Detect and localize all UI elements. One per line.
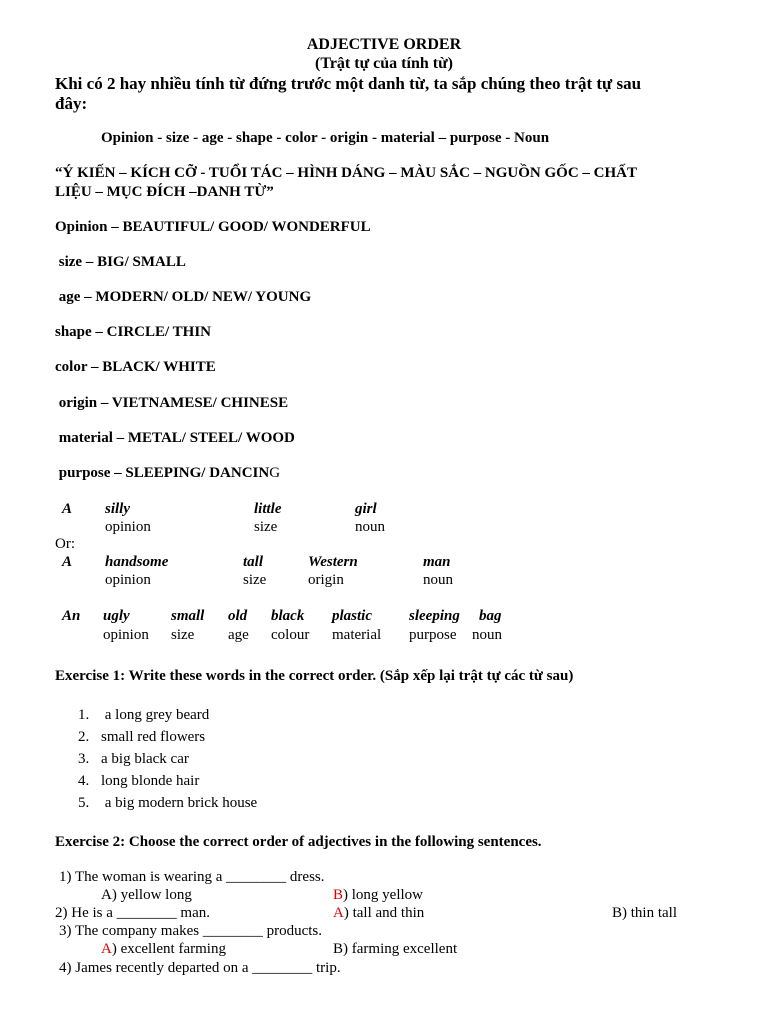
example3-word: bag: [479, 608, 502, 624]
q2-option-b: B) thin tall: [612, 905, 677, 921]
example3-word: old: [228, 608, 248, 624]
example1-label: size: [254, 519, 278, 535]
example3-label: material: [332, 627, 382, 643]
category-purpose-tail: G: [269, 465, 281, 481]
q2-option-a-text: ) tall and thin: [343, 905, 425, 921]
example3-word: plastic: [332, 608, 372, 624]
q1-option-b: [333, 887, 423, 904]
category-purpose-text: purpose – SLEEPING/ DANCIN: [55, 465, 270, 481]
exercise2-title-text: : Choose the correct order of adjectives in the following sentences.: [120, 834, 542, 850]
example2-word: tall: [243, 554, 264, 570]
category-color: color – BLACK/ WHITE: [55, 359, 216, 375]
q3-option-b: B) farming excellent: [333, 941, 458, 957]
exercise1-item-number: 1.: [78, 707, 90, 723]
category-shape: shape – CIRCLE/ THIN: [55, 324, 212, 340]
example1-article: A: [62, 501, 73, 517]
category-material: material – METAL/ STEEL/ WOOD: [55, 430, 295, 446]
example2-word: Western: [308, 554, 358, 570]
example1-word: girl: [355, 501, 377, 517]
exercise1-item-text: a long grey beard: [101, 707, 210, 723]
q2-answer-letter: A: [333, 905, 344, 921]
example3-word: ugly: [103, 608, 130, 624]
vn-rule-line-1: “Ý KIẾN – KÍCH CỠ - TUỔI TÁC – HÌNH DÁNG – MÀU SẮC – NGUỒN GỐC – CHẤT: [55, 165, 637, 181]
example3-word: sleeping: [409, 608, 460, 624]
example3-label: purpose: [409, 627, 457, 643]
example2-word: man: [423, 554, 451, 570]
example3-word: small: [171, 608, 205, 624]
example2-label: opinion: [105, 572, 151, 588]
exercise1-item-number: 2.: [78, 729, 90, 745]
example2-article: A: [62, 554, 73, 570]
example1-word: silly: [105, 501, 130, 517]
exercise1-title: Exercise 1: Write these words in the correct order. (Sắp xếp lại trật tự các từ sau): [55, 668, 574, 684]
exercise2-title-label: Exercise 2: [55, 834, 121, 850]
question-3: 3) The company makes ________ products.: [59, 923, 323, 939]
q1-option-b-text: ) long yellow: [343, 887, 424, 903]
example2-label: origin: [308, 572, 344, 588]
example1-label: opinion: [105, 519, 151, 535]
example3-label: noun: [472, 627, 502, 643]
page-title: ADJECTIVE ORDER: [306, 36, 462, 53]
exercise1-item-text: a big modern brick house: [101, 795, 258, 811]
category-age: age – MODERN/ OLD/ NEW/ YOUNG: [55, 289, 312, 305]
category-size: size – BIG/ SMALL: [55, 254, 186, 270]
q1-option-a: A) yellow long: [101, 887, 192, 903]
or-label: Or:: [55, 536, 75, 552]
order-rule: Opinion - size - age - shape - color - origin - material – purpose - Noun: [101, 130, 550, 146]
exercise1-item-number: 3.: [78, 751, 90, 767]
exercise1-item-text: long blonde hair: [101, 773, 200, 789]
q1-answer-letter: B: [333, 887, 344, 903]
example1-word: little: [254, 501, 282, 517]
intro-line-2: đây:: [55, 94, 88, 113]
intro-line-1: Khi có 2 hay nhiều tính từ đứng trước một danh từ, ta sắp chúng theo trật tự sau: [55, 74, 642, 93]
page-subtitle: (Trật tự của tính từ): [315, 55, 453, 72]
exercise1-item-number: 4.: [78, 773, 90, 789]
question-1: 1) The woman is wearing a ________ dress.: [59, 869, 325, 885]
example3-label: colour: [271, 627, 310, 643]
category-origin: origin – VIETNAMESE/ CHINESE: [55, 395, 289, 411]
question-2: 2) He is a ________ man.: [55, 905, 210, 921]
q2-option-a: [333, 905, 424, 922]
exercise1-item-text: small red flowers: [101, 729, 206, 745]
example2-label: size: [243, 572, 267, 588]
category-purpose: [55, 465, 280, 482]
example3-label: age: [228, 627, 249, 643]
category-opinion: Opinion – BEAUTIFUL/ GOOD/ WONDERFUL: [55, 219, 371, 235]
example3-label: opinion: [103, 627, 149, 643]
q3-answer-letter: A: [101, 941, 112, 957]
question-4: 4) James recently departed on a ________ trip.: [59, 960, 341, 976]
q3-option-a-text: ) excellent farming: [111, 941, 226, 957]
exercise1-item-text: a big black car: [101, 751, 189, 767]
example2-word: handsome: [105, 554, 169, 570]
q3-option-a: [101, 941, 226, 958]
example2-label: noun: [423, 572, 453, 588]
example1-label: noun: [355, 519, 385, 535]
exercise2-title: [55, 834, 542, 851]
vn-rule-line-2: LIỆU – MỤC ĐÍCH –DANH TỪ”: [55, 184, 274, 200]
example3-article: An: [62, 608, 81, 624]
exercise1-item-number: 5.: [78, 795, 90, 811]
example3-word: black: [271, 608, 305, 624]
example3-label: size: [171, 627, 195, 643]
